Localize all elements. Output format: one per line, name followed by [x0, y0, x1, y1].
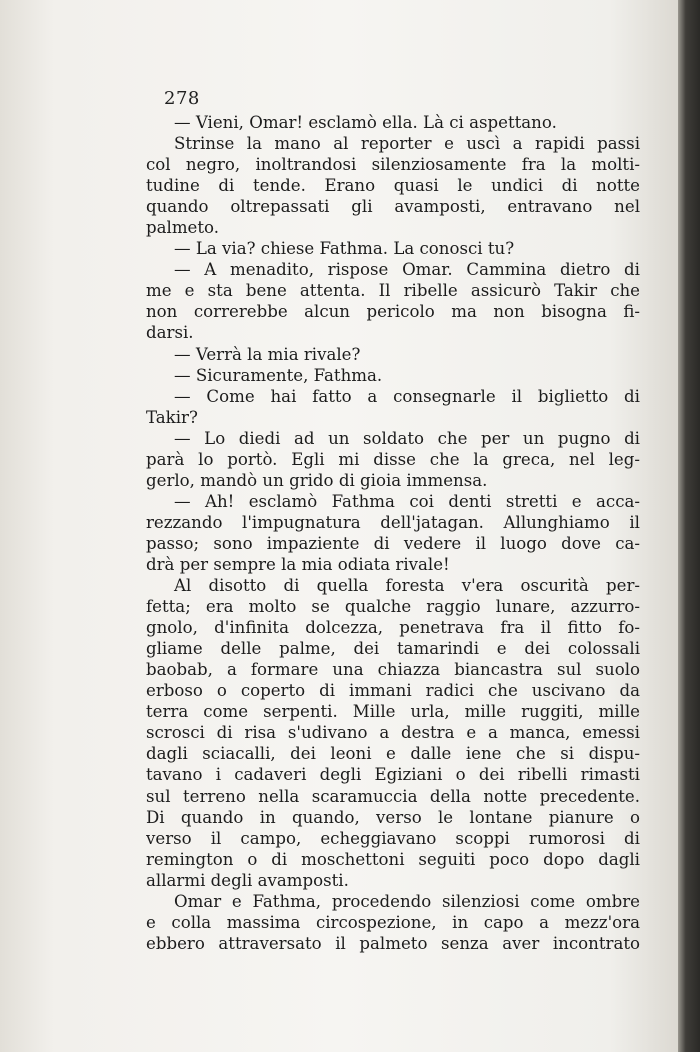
text-line: tudine di tende. Erano quasi le undici di notte: [146, 176, 640, 196]
text-line: e colla massima circospezione, in capo a mezz'ora: [146, 912, 640, 932]
text-line: sul terreno nella scaramuccia della notte precedente.: [146, 786, 640, 806]
text-line: dagli sciacalli, dei leoni e dalle iene che si dispu-: [146, 744, 640, 764]
text-line: — A menadito, rispose Omar. Cammina dietro di: [174, 260, 640, 280]
text-line: gliame delle palme, dei tamarindi e dei colossali: [146, 639, 640, 659]
text-line: ebbero attraversato il palmeto senza aver incontrato: [146, 933, 640, 953]
text-line: Omar e Fathma, procedendo silenziosi come ombre: [174, 891, 640, 911]
text-line: fetta; era molto se qualche raggio lunare, azzurro-: [146, 597, 640, 617]
text-line: verso il campo, echeggiavano scoppi rumorosi di: [146, 828, 640, 848]
page-edge-shadow: [678, 0, 700, 1052]
text-line: rezzando l'impugnatura dell'jatagan. Allunghiamo il: [146, 512, 640, 532]
text-line: erboso o coperto di immani radici che uscivano da: [146, 681, 640, 701]
page-number: 278: [164, 88, 200, 109]
text-line: — Ah! esclamò Fathma coi denti stretti e acca-: [174, 491, 640, 511]
text-line: non correrebbe alcun pericolo ma non bisogna fi-: [146, 302, 640, 322]
text-line: remington o di moschettoni seguiti poco dopo dagli: [146, 849, 640, 869]
text-line: darsi.: [146, 323, 194, 343]
text-line: gerlo, mandò un grido di gioia immensa.: [146, 470, 488, 490]
text-line: baobab, a formare una chiazza biancastra sul suolo: [146, 660, 640, 680]
text-line: — Vieni, Omar! esclamò ella. Là ci aspettano.: [174, 113, 557, 132]
text-line: — Come hai fatto a consegnarle il biglietto di: [174, 386, 640, 406]
text-line: parà lo portò. Egli mi disse che la greca, nel leg-: [146, 449, 640, 469]
body-text: [146, 112, 640, 954]
text-line: — Lo diedi ad un soldato che per un pugno di: [174, 428, 640, 448]
text-line: — Sicuramente, Fathma.: [174, 365, 383, 385]
text-line: me e sta bene attenta. Il ribelle assicurò Takir che: [146, 281, 640, 301]
text-line: — La via? chiese Fathma. La conosci tu?: [174, 239, 515, 259]
text-line: passo; sono impaziente di vedere il luogo dove ca-: [146, 533, 640, 553]
text-line: — Verrà la mia rivale?: [174, 344, 361, 364]
text-line: terra come serpenti. Mille urla, mille ruggiti, mille: [146, 702, 640, 722]
text-line: tavano i cadaveri degli Egiziani o dei ribelli rimasti: [146, 765, 640, 785]
text-line: gnolo, d'infinita dolcezza, penetrava fra il fitto fo-: [146, 618, 640, 638]
text-line: Di quando in quando, verso le lontane pianure o: [146, 807, 640, 827]
text-line: Takir?: [146, 407, 198, 427]
text-line: Al disotto di quella foresta v'era oscurità per-: [174, 576, 640, 596]
text-line: scrosci di risa s'udivano a destra e a manca, emessi: [146, 723, 640, 743]
text-line: drà per sempre la mia odiata rivale!: [146, 554, 450, 574]
text-line: Strinse la mano al reporter e uscì a rapidi passi: [174, 134, 640, 154]
text-line: allarmi degli avamposti.: [146, 870, 349, 890]
text-line: quando oltrepassati gli avamposti, entravano nel: [146, 197, 640, 217]
text-line: palmeto.: [146, 218, 220, 238]
text-line: col negro, inoltrandosi silenziosamente fra la molti-: [146, 155, 640, 175]
